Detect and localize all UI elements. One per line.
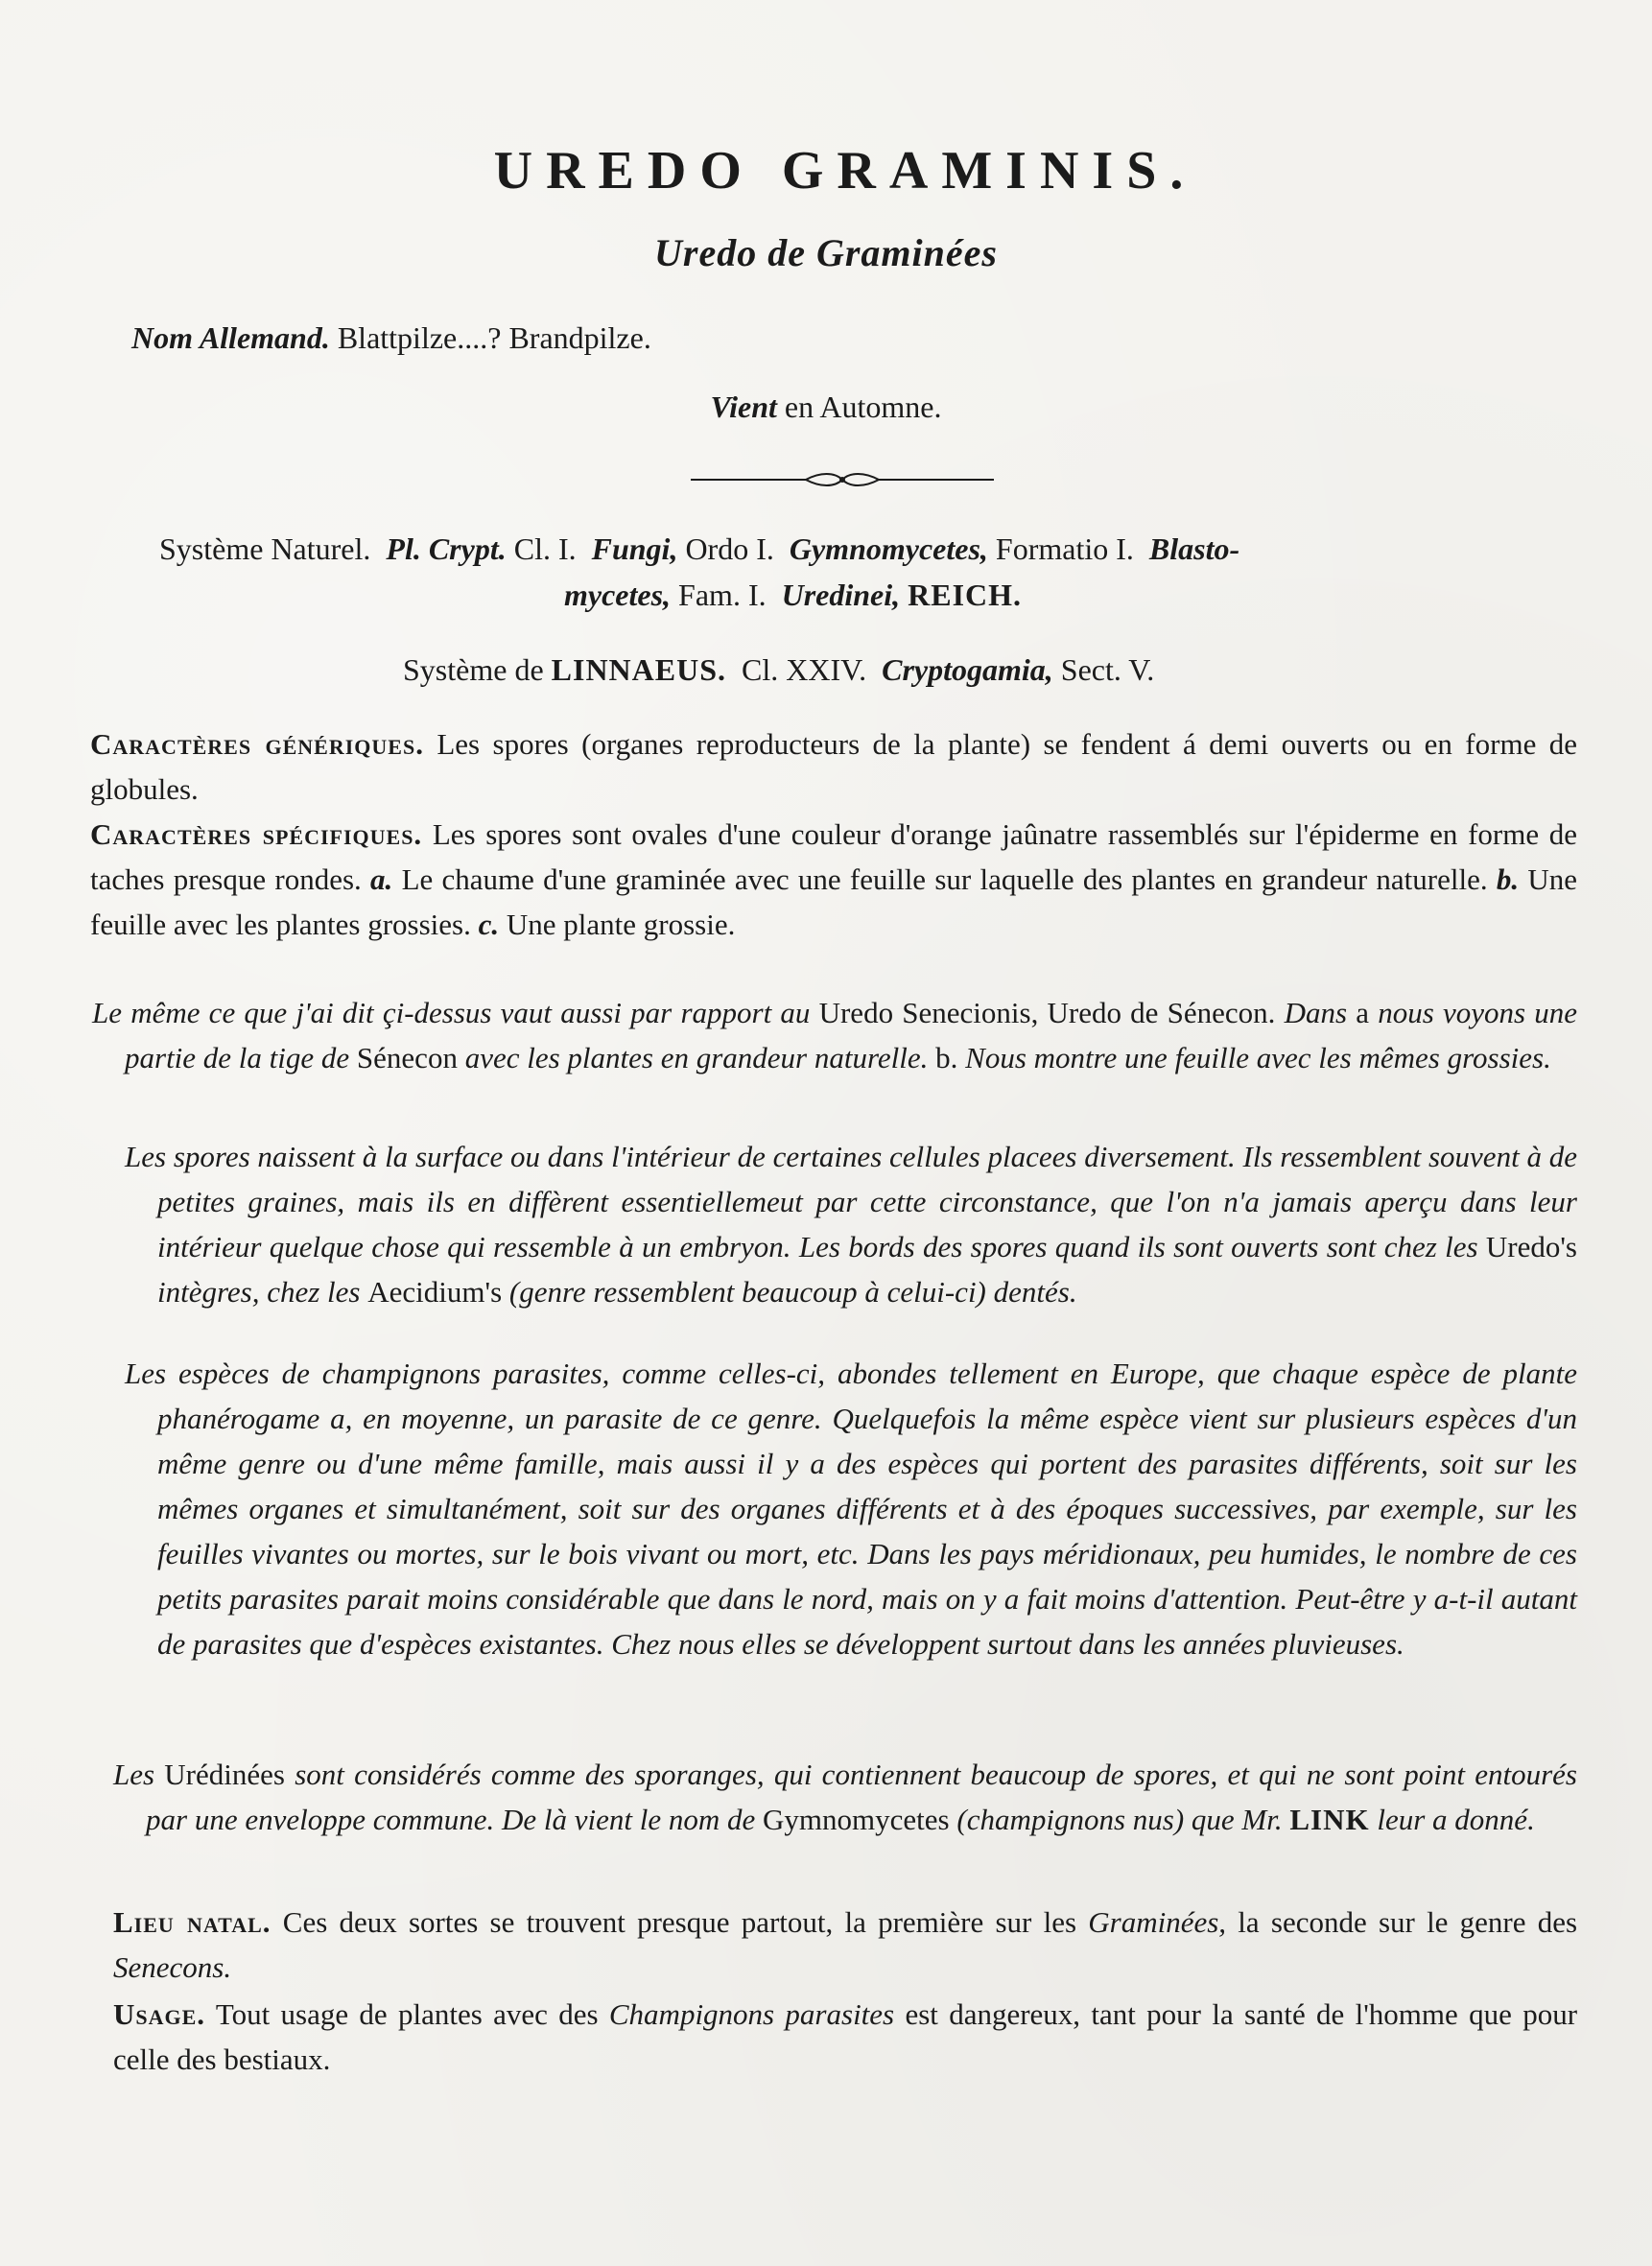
- usage-t1: Tout usage de plantes avec des: [215, 1997, 599, 2031]
- spores-r1: Uredo's: [1485, 1230, 1577, 1263]
- especes-text: Les espèces de champignons parasites, comme celles-ci, abondes tellement en Europe, que chaque espèce de plante phanérogame a, en moyenne, un parasite de ce genre. Quelquefois la même espèce vient sur plusieurs espèces d'un même genre ou d'une même famille, mais aussi il y a des espèces qui portent des parasites différents, soit sur les mêmes organes et simultanément, soit sur des organes différents et à des époques successives, par exemple, sur les feuilles vivantes ou mortes, sur le bois vivant ou mort, etc. Dans les pays méridionaux, peu humides, le nombre de ces petits parasites parait moins considérable que dans le nord, mais on y a fait moins d'attention. Peut-être y a-t-il autant de parasites que d'espèces existantes. Chez nous elles se développent surtout dans les années pluvieuses.: [125, 1357, 1577, 1661]
- fungi: Fungi,: [591, 531, 678, 566]
- figure-b: b.: [1496, 862, 1520, 896]
- figure-c: c.: [478, 908, 500, 941]
- paragraph-meme: [92, 990, 1578, 1080]
- uredinees-t3: (champignons nus) que Mr.: [956, 1803, 1283, 1836]
- caracteres-generiques: [90, 721, 1577, 812]
- usage: [113, 1992, 1577, 2082]
- uredinees-r2: Gymnomycetes: [763, 1803, 950, 1836]
- vient-label: Vient: [710, 389, 777, 424]
- usage-label: Usage.: [113, 1997, 206, 2031]
- specifiques-text4: Une plante grossie.: [506, 908, 736, 941]
- uredinees-t1: Les: [113, 1758, 155, 1791]
- caracteres-specifiques: [90, 812, 1577, 947]
- nom-allemand-line: [131, 320, 1652, 356]
- vient-line: [0, 389, 1652, 425]
- generiques-text: Les spores (organes reproducteurs de la plante) se fendent á demi ouverts ou en forme de globules.: [90, 727, 1577, 806]
- uredinei: Uredinei,: [781, 578, 901, 612]
- spores-t2: intègres, chez les: [157, 1275, 361, 1309]
- meme-r3: Sénecon: [356, 1041, 458, 1074]
- cl-xxiv: Cl. XXIV.: [742, 652, 867, 687]
- lieu-natal-label: Lieu natal.: [113, 1905, 271, 1939]
- ordo-i: Ordo I.: [685, 531, 774, 566]
- meme-t3: nous voyons une partie de la tige de: [125, 996, 1578, 1074]
- nom-allemand-label: Nom Allemand.: [131, 320, 330, 355]
- formatio-i: Formatio I.: [995, 531, 1134, 566]
- uredinees-t2: sont considérés comme des sporanges, qui contiennent beaucoup de spores, et qui ne sont point entourés par une enveloppe commune. De là vient le nom de: [146, 1758, 1577, 1836]
- systeme-linnaeus-line: [403, 652, 1652, 688]
- paragraph-spores: [125, 1134, 1577, 1314]
- meme-t2: Dans: [1284, 996, 1348, 1029]
- uredinees-link: LINK: [1289, 1803, 1370, 1836]
- specifiques-text3: Une feuille avec les plantes grossies.: [90, 862, 1578, 941]
- specifiques-label: Caractères spécifiques.: [90, 817, 423, 851]
- systeme-naturel-line1: [159, 531, 1652, 567]
- meme-t4: avec les plantes en grandeur naturelle.: [464, 1041, 929, 1074]
- fam-i: Fam. I.: [678, 578, 767, 612]
- vient-value: en Automne.: [784, 389, 942, 424]
- lieu-i1: Graminées,: [1088, 1905, 1227, 1939]
- figure-a: a.: [370, 862, 393, 896]
- uredinees-r1: Urédinées: [164, 1758, 285, 1791]
- usage-t2: est dangereux, tant pour la santé de l'homme que pour celle des bestiaux.: [113, 1997, 1578, 2076]
- lieu-i2: Senecons.: [113, 1950, 232, 1984]
- paragraph-uredinees: [113, 1752, 1577, 1842]
- systeme-naturel-line2: [564, 578, 1652, 613]
- uredinees-t4: leur a donné.: [1377, 1803, 1535, 1836]
- specifiques-text2: Le chaume d'une graminée avec une feuille sur laquelle des plantes en grandeur naturelle.: [401, 862, 1488, 896]
- gymnomycetes: Gymnomycetes,: [789, 531, 988, 566]
- page-title: UREDO GRAMINIS.: [493, 141, 1197, 201]
- blasto-part1: Blasto-: [1148, 531, 1240, 566]
- sect-v: Sect. V.: [1060, 652, 1155, 687]
- lieu-t1: Ces deux sortes se trouvent presque partout, la première sur les: [282, 1905, 1077, 1939]
- pl-crypt: Pl. Crypt.: [386, 531, 507, 566]
- systeme-naturel-label: Système Naturel.: [159, 531, 371, 566]
- specifiques-text1: Les spores sont ovales d'une couleur d'orange jaûnatre rassemblés sur l'épiderme en forme de taches presque rondes.: [90, 817, 1577, 896]
- paragraph-especes: [125, 1351, 1577, 1666]
- spores-r2: Aecidium's: [367, 1275, 503, 1309]
- usage-i1: Champignons parasites: [608, 1997, 895, 2031]
- meme-r4: b.: [935, 1041, 958, 1074]
- cryptogamia: Cryptogamia,: [882, 652, 1053, 687]
- spores-t3: (genre ressemblent beaucoup à celui-ci) dentés.: [508, 1275, 1077, 1309]
- page-subtitle: Uredo de Graminées: [654, 231, 998, 274]
- ornament-divider: [691, 470, 994, 489]
- blasto-part2: mycetes,: [564, 578, 672, 612]
- meme-t1: Le même ce que j'ai dit çi-dessus vaut aussi par rapport au: [92, 996, 811, 1029]
- linnaeus: LINNAEUS.: [551, 652, 727, 687]
- cl-i: Cl. I.: [513, 531, 577, 566]
- nom-allemand-value: Blattpilze....? Brandpilze.: [337, 320, 651, 355]
- meme-r2: a: [1356, 996, 1370, 1029]
- generiques-label: Caractères génériques.: [90, 727, 424, 761]
- meme-t5: Nous montre une feuille avec les mêmes grossies.: [965, 1041, 1551, 1074]
- systeme-linnaeus-label: Système de: [403, 652, 544, 687]
- lieu-t2: la seconde sur le genre des: [1238, 1905, 1578, 1939]
- reich: REICH.: [908, 578, 1023, 612]
- meme-r1: Uredo Senecionis, Uredo de Sénecon.: [818, 996, 1276, 1029]
- spores-t1: Les spores naissent à la surface ou dans l'intérieur de certaines cellules placees diversement. Ils ressemblent souvent à de petites graines, mais ils en diffèrent essentiellemeut par cette circonstance, que l'on n'a jamais aperçu dans leur intérieur quelque chose qui ressemble à un embryon. Les bords des spores quand ils sont ouverts sont chez les: [125, 1140, 1577, 1263]
- lieu-natal: [113, 1900, 1577, 1990]
